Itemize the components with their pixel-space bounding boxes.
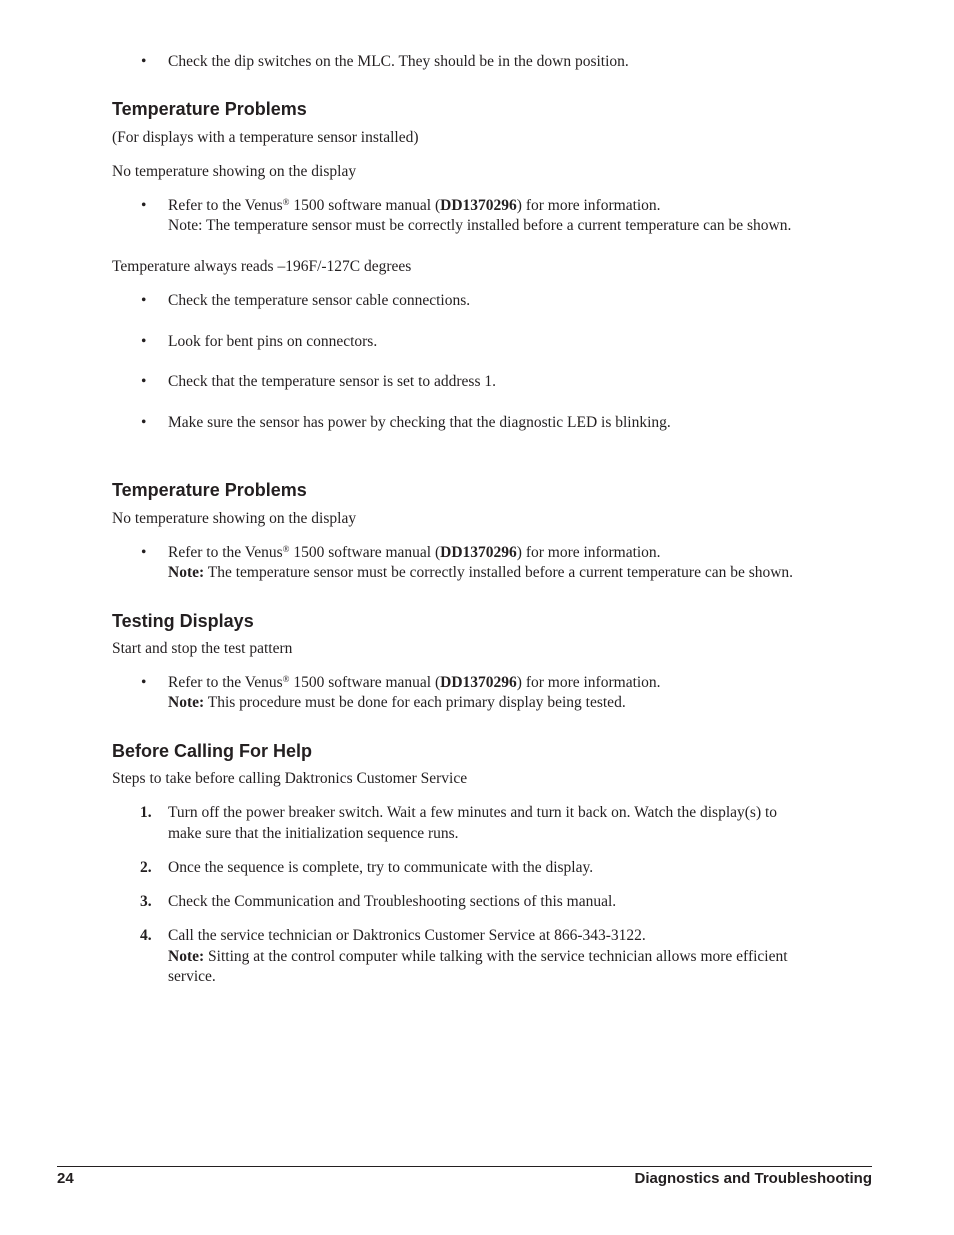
step-number: 2. (140, 859, 152, 876)
manual-number: DD1370296 (440, 197, 517, 214)
refer-mid: 1500 software manual ( (289, 544, 441, 561)
check-item: Make sure the sensor has power by checking that the diagnostic LED is blinking. (168, 414, 671, 431)
footer-section-title: Diagnostics and Troubleshooting (634, 1170, 872, 1187)
issue-temperature-reads: Temperature always reads –196F/-127C degrees (112, 258, 412, 275)
bullet-marker: • (141, 414, 147, 431)
issue-no-temperature: No temperature showing on the display (112, 510, 357, 527)
registered-mark: ® (282, 674, 290, 684)
sensor-installed-note: (For displays with a temperature sensor installed) (112, 129, 419, 146)
step-note (168, 947, 788, 967)
step-text-continued: make sure that the initialization sequence runs. (168, 825, 459, 842)
step-note-continued: service. (168, 968, 216, 985)
bullet-marker: • (141, 197, 147, 214)
page-number: 24 (57, 1170, 74, 1187)
note-text: Sitting at the control computer while talking with the service technician allows more efficient (204, 948, 788, 965)
bullet-marker: • (141, 333, 147, 350)
refer-pre: Refer to the Venus (168, 197, 283, 214)
sensor-note: Note: The temperature sensor must be correctly installed before a current temperature can be shown. (168, 217, 792, 234)
help-intro: Steps to take before calling Daktronics Customer Service (112, 770, 468, 787)
step-number: 4. (140, 927, 152, 944)
note-label: Note: (168, 694, 205, 711)
note-label: Note: (168, 948, 205, 965)
footer-divider (57, 1166, 872, 1167)
refer-mid: 1500 software manual ( (289, 674, 441, 691)
refer-venus-manual (168, 673, 661, 693)
note-text: This procedure must be done for each primary display being tested. (204, 694, 626, 711)
check-item: Check the temperature sensor cable connections. (168, 292, 471, 309)
step-text: Turn off the power breaker switch. Wait a few minutes and turn it back on. Watch the display(s) to (168, 804, 778, 821)
bullet-marker: • (141, 373, 147, 390)
step-number: 1. (140, 804, 152, 821)
refer-pre: Refer to the Venus (168, 674, 283, 691)
manual-number: DD1370296 (440, 544, 517, 561)
check-item: Look for bent pins on connectors. (168, 333, 378, 350)
intro-bullet-text: Check the dip switches on the MLC. They should be in the down position. (168, 53, 629, 70)
bullet-marker: • (141, 544, 147, 561)
sensor-note (168, 563, 793, 583)
section-heading-before-calling: Before Calling For Help (112, 741, 313, 761)
refer-post: ) for more information. (516, 544, 661, 561)
registered-mark: ® (282, 544, 290, 554)
step-number: 3. (140, 893, 152, 910)
bullet-marker: • (141, 674, 147, 691)
note-label: Note: (168, 564, 205, 581)
manual-number: DD1370296 (440, 674, 517, 691)
section-heading-temperature-problems: Temperature Problems (112, 99, 307, 119)
refer-post: ) for more information. (516, 674, 661, 691)
procedure-note (168, 693, 626, 713)
section-heading-testing-displays: Testing Displays (112, 611, 254, 631)
issue-no-temperature: No temperature showing on the display (112, 163, 357, 180)
bullet-marker: • (141, 292, 147, 309)
refer-mid: 1500 software manual ( (289, 197, 441, 214)
check-item: Check that the temperature sensor is set to address 1. (168, 373, 496, 390)
bullet-marker: • (141, 53, 147, 70)
step-text: Call the service technician or Daktronics Customer Service at 866-343-3122. (168, 927, 646, 944)
registered-mark: ® (282, 197, 290, 207)
section-heading-temperature-problems: Temperature Problems (112, 480, 307, 500)
refer-post: ) for more information. (516, 197, 661, 214)
issue-test-pattern: Start and stop the test pattern (112, 640, 293, 657)
note-text: The temperature sensor must be correctly installed before a current temperature can be shown. (204, 564, 794, 581)
refer-venus-manual (168, 196, 661, 216)
refer-pre: Refer to the Venus (168, 544, 283, 561)
refer-venus-manual (168, 543, 661, 563)
step-text: Check the Communication and Troubleshooting sections of this manual. (168, 893, 617, 910)
step-text: Once the sequence is complete, try to communicate with the display. (168, 859, 594, 876)
